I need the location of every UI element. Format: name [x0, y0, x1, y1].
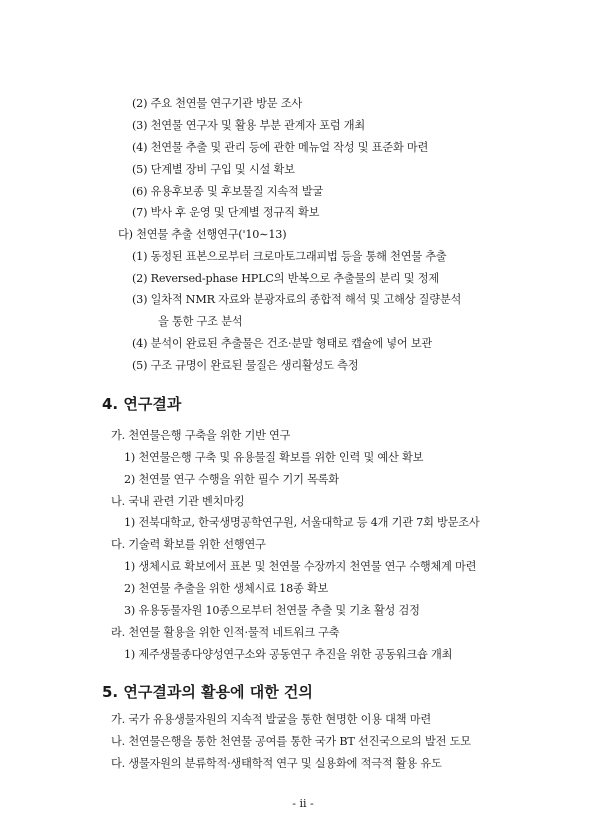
list-item: 가. 국가 유용생물자원의 지속적 발굴을 통한 현명한 이용 대책 마련	[111, 713, 431, 726]
subsection-heading: 가. 천연물은행 구축을 위한 기반 연구	[111, 429, 291, 442]
list-item: (1) 동정된 표본으로부터 크로마토그래피법 등을 통해 천연물 추출	[132, 250, 447, 263]
section-heading: 5. 연구결과의 활용에 대한 건의	[102, 683, 313, 701]
section-heading: 4. 연구결과	[102, 395, 182, 413]
list-item: (2) 주요 천연물 연구기관 방문 조사	[132, 97, 302, 110]
subsection-heading: 나. 국내 관련 기관 벤치마킹	[111, 495, 245, 508]
list-item: (6) 유용후보종 및 후보물질 지속적 발굴	[132, 185, 324, 198]
list-item: 1) 생체시료 확보에서 표본 및 천연물 수장까지 천연물 연구 수행체계 마련	[124, 560, 477, 573]
list-item: (7) 박사 후 운영 및 단계별 정규직 확보	[132, 206, 320, 219]
subsection-heading: 다) 천연물 추출 선행연구('10∼13)	[118, 228, 287, 241]
list-item: (3) 천연물 연구자 및 활용 부분 관계자 포럼 개최	[132, 119, 366, 132]
subsection-heading: 다. 기술력 확보를 위한 선행연구	[111, 538, 266, 551]
list-item: (5) 단계별 장비 구입 및 시설 확보	[132, 163, 295, 176]
list-item: (3) 일차적 NMR 자료와 분광자료의 종합적 해석 및 고해상 질량분석	[132, 293, 462, 306]
list-item: 2) 천연물 연구 수행을 위한 필수 기기 목록화	[124, 473, 339, 486]
list-item: (5) 구조 규명이 완료된 물질은 생리활성도 측정	[132, 359, 359, 372]
list-item: 2) 천연물 추출을 위한 생체시료 18종 확보	[124, 582, 329, 595]
list-item: 1) 천연물은행 구축 및 유용물질 확보를 위한 인력 및 예산 확보	[124, 451, 424, 464]
list-item: 나. 천연물은행을 통한 천연물 공여를 통한 국가 BT 선진국으로의 발전 도모	[111, 735, 471, 748]
list-item: (4) 분석이 완료된 추출물은 건조·분말 형태로 캡슐에 넣어 보관	[132, 337, 433, 350]
list-item: (4) 천연물 추출 및 관리 등에 관한 메뉴얼 작성 및 표준화 마련	[132, 141, 429, 154]
list-item: 다. 생물자원의 분류학적·생태학적 연구 및 실용화에 적극적 활용 유도	[111, 757, 442, 770]
list-item: (2) Reversed-phase HPLC의 반복으로 추출물의 분리 및 정제	[132, 272, 439, 285]
page-number: - ii -	[292, 797, 314, 810]
list-item: 1) 제주생물종다양성연구소와 공동연구 추진을 위한 공동워크숍 개최	[124, 648, 453, 661]
list-item-continuation: 을 통한 구조 분석	[158, 315, 243, 328]
list-item: 3) 유용동물자원 10종으로부터 천연물 추출 및 기초 활성 검정	[124, 604, 420, 617]
subsection-heading: 라. 천연물 활용을 위한 인적·물적 네트워크 구축	[111, 626, 340, 639]
list-item: 1) 전북대학교, 한국생명공학연구원, 서울대학교 등 4개 기관 7회 방문조사	[124, 516, 480, 529]
